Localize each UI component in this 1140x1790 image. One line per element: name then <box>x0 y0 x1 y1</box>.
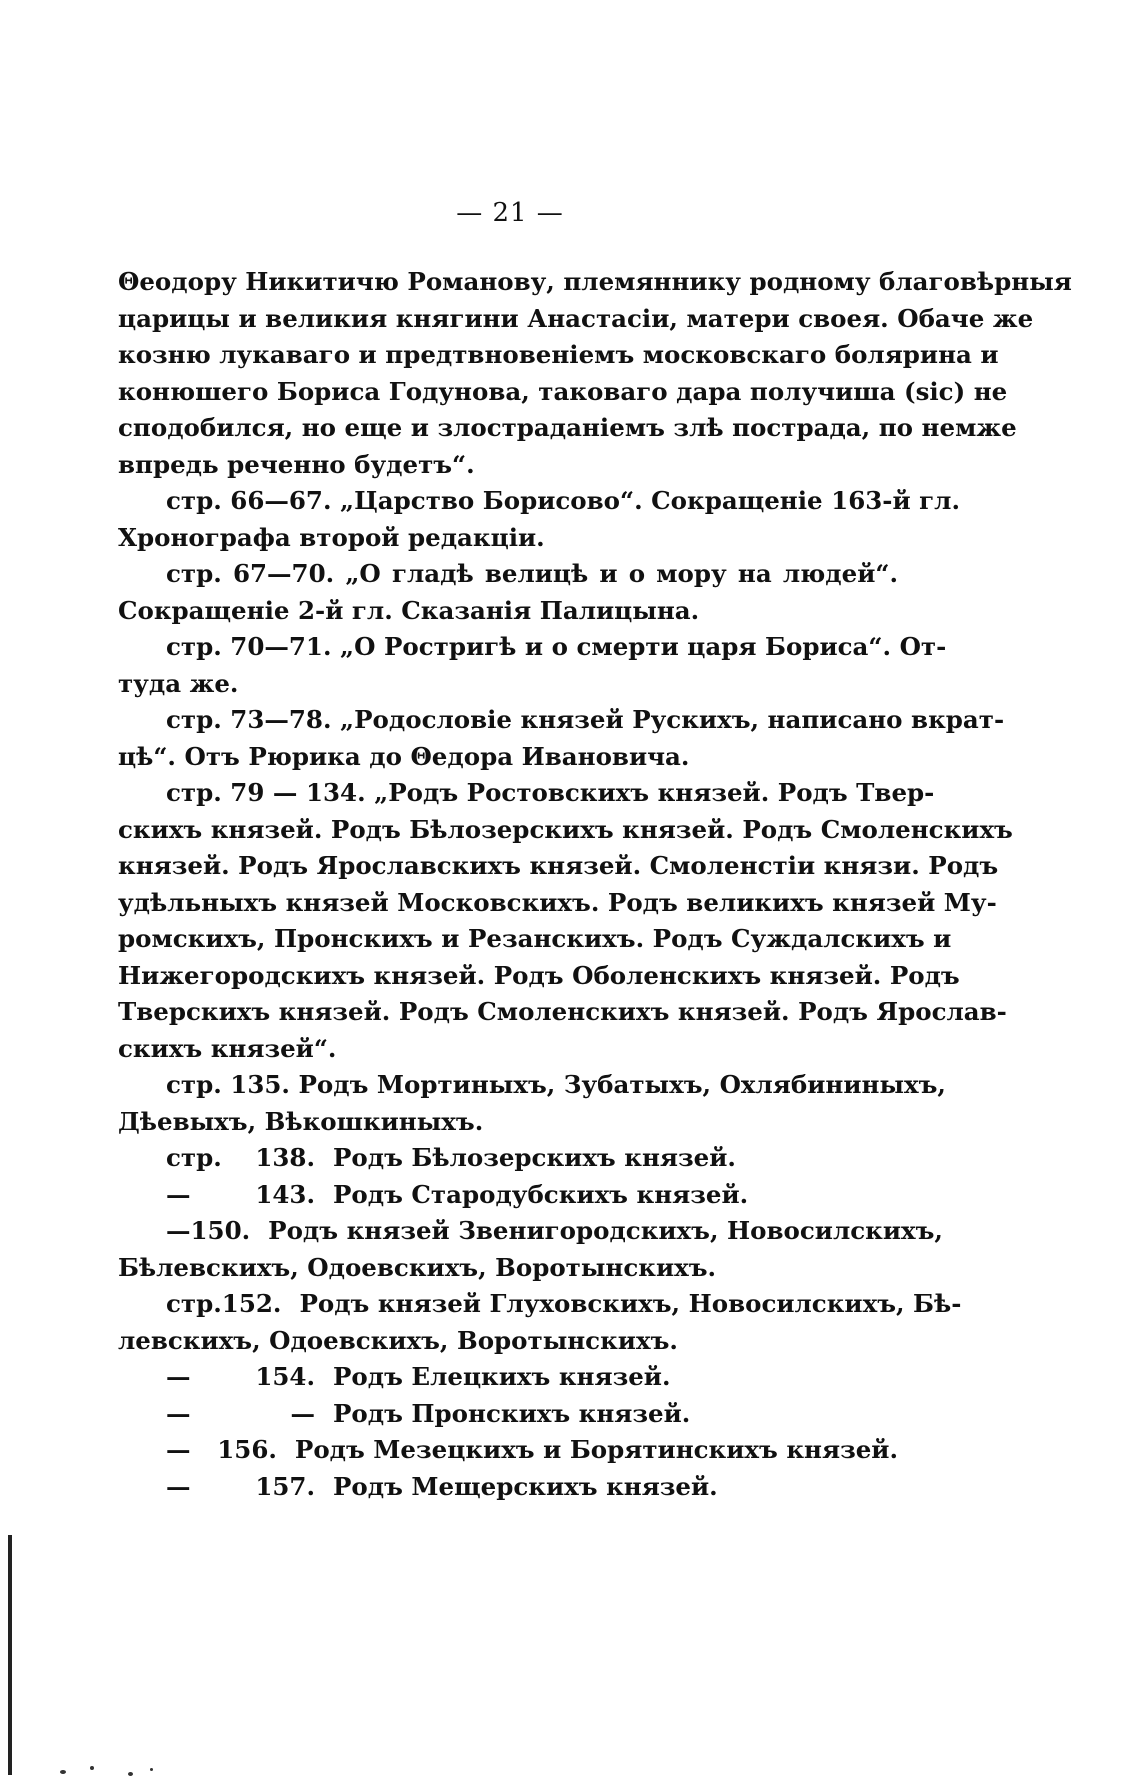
contents-entry <box>118 1359 898 1396</box>
text-line: стр. 67—70. „О гладѣ велицѣ и о мору на людей“. <box>166 559 898 588</box>
paragraph <box>118 264 1072 483</box>
scan-speck <box>128 1772 133 1776</box>
entry-page-number: 154. <box>255 1362 315 1391</box>
text-line: впредь реченно будетъ“. <box>118 449 475 479</box>
text-line: стр. 73—78. „Родословіе князей Рускихъ, написано вкрат- <box>166 705 1005 734</box>
contents-entry <box>118 1432 898 1469</box>
text-line: князей. Родъ Ярославскихъ князей. Смоленстіи князи. Родъ <box>118 851 999 880</box>
text-line: цѣ“. Отъ Рюрика до Θедора Ивановича. <box>118 741 690 771</box>
paragraph <box>118 702 1005 775</box>
entry-title: Родъ князей Звенигородскихъ, Новосилскихъ, <box>268 1216 943 1245</box>
entry-title: Родъ Стародубскихъ князей. <box>333 1179 749 1209</box>
entry-page-ref <box>118 1140 333 1177</box>
paragraph <box>118 556 898 629</box>
entry-continuation: Бѣлевскихъ, Одоевскихъ, Воротынскихъ. <box>118 1252 717 1282</box>
text-line: стр. 79 — 134. „Родъ Ростовскихъ князей. Родъ Твер- <box>166 778 935 807</box>
text-line: Θеодору Никитичю Романову, племяннику родному благовѣрныя <box>118 267 1072 296</box>
contents-entry <box>118 1396 898 1433</box>
text-line: скихъ князей. Родъ Бѣлозерскихъ князей. Родъ Смоленскихъ <box>118 814 1013 844</box>
entry-page-number: 156. <box>217 1435 277 1464</box>
paragraph <box>118 775 1013 1067</box>
entry-page-ref <box>118 1213 268 1250</box>
text-line: Тверскихъ князей. Родъ Смоленскихъ князей. Родъ Ярослав- <box>118 997 1007 1026</box>
text-line: туда же. <box>118 668 239 698</box>
entry-lead: — <box>166 1398 191 1428</box>
entry-page-ref <box>118 1396 333 1433</box>
entry-title: Родъ Пронскихъ князей. <box>333 1398 691 1428</box>
entry-page-ref <box>118 1469 333 1506</box>
contents-entry <box>118 1286 962 1323</box>
entry-page-number: 152. <box>221 1289 282 1318</box>
text-line: удѣльныхъ князей Московскихъ. Родъ великихъ князей Му- <box>118 887 997 917</box>
entry-page-number: 150. <box>190 1216 251 1245</box>
text-line: сподобился, но еще и злостраданіемъ злѣ пострада, по немже <box>118 413 1017 442</box>
entry-page-number: 143. <box>255 1179 315 1209</box>
paragraph <box>118 629 947 702</box>
entry-lead: — <box>166 1435 191 1464</box>
text-line: Нижегородскихъ князей. Родъ Оболенскихъ князей. Родъ <box>118 960 960 990</box>
entry-page-ref <box>118 1286 299 1323</box>
entry-page-number: — <box>290 1398 315 1428</box>
text-line: царицы и великия княгини Анастасіи, матери своея. Обаче же <box>118 303 1034 333</box>
entry-page-number: 157. <box>255 1471 315 1501</box>
entry-title: Родъ Бѣлозерскихъ князей. <box>333 1143 736 1172</box>
contents-entry <box>118 1140 898 1177</box>
text-line: стр. 66—67. „Царство Борисово“. Сокращеніе 163-й гл. <box>166 486 960 515</box>
text-line: конюшего Бориса Годунова, таковаго дара получиша (sic) не <box>118 376 1008 406</box>
paragraph <box>118 483 960 556</box>
entry-page-ref <box>118 1432 295 1469</box>
entry-lead: стр. <box>166 1143 222 1172</box>
entry-page-ref <box>118 1359 333 1396</box>
text-line: скихъ князей“. <box>118 1033 337 1063</box>
entry-page-number: 138. <box>255 1143 315 1172</box>
scan-speck <box>90 1766 94 1770</box>
text-line: стр. 70—71. „О Ростригѣ и о смерти царя Бориса“. От- <box>166 632 947 661</box>
entry-title: Родъ Мезецкихъ и Борятинскихъ князей. <box>294 1435 898 1464</box>
text-line: Сокращеніе 2-й гл. Сказанія Палицына. <box>118 595 700 625</box>
contents-entry <box>118 1213 943 1250</box>
scan-speck <box>60 1770 66 1774</box>
entry-title: Родъ князей Глуховскихъ, Новосилскихъ, Бѣ- <box>299 1289 962 1318</box>
entry-title: Родъ Елецкихъ князей. <box>333 1362 671 1391</box>
text-line: ромскихъ, Пронскихъ и Резанскихъ. Родъ Суждалскихъ и <box>118 924 952 953</box>
text-line: Хронографа второй редакціи. <box>118 522 545 552</box>
body-text <box>118 264 1072 1505</box>
entry-lead: стр. <box>166 1289 222 1318</box>
page-number: — 21 — <box>456 198 564 228</box>
text-line: Дѣевыхъ, Вѣкошкиныхъ. <box>118 1106 484 1136</box>
entry-page-ref <box>118 1177 333 1214</box>
margin-scan-mark <box>8 1535 12 1775</box>
contents-entry <box>118 1469 898 1506</box>
entry-lead: — <box>166 1471 191 1501</box>
text-line: козню лукаваго и предтвновеніемъ московскаго болярина и <box>118 340 999 369</box>
text-line: стр. 135. Родъ Мортиныхъ, Зубатыхъ, Охлябининыхъ, <box>166 1070 946 1099</box>
entry-lead: — <box>166 1216 191 1245</box>
entry-continuation: левскихъ, Одоевскихъ, Воротынскихъ. <box>118 1325 678 1355</box>
entry-lead: — <box>166 1179 191 1209</box>
scan-speck <box>150 1768 153 1771</box>
entry-title: Родъ Мещерскихъ князей. <box>333 1471 718 1501</box>
paragraph <box>118 1067 946 1140</box>
contents-entry <box>118 1177 898 1214</box>
entry-lead: — <box>166 1362 191 1391</box>
